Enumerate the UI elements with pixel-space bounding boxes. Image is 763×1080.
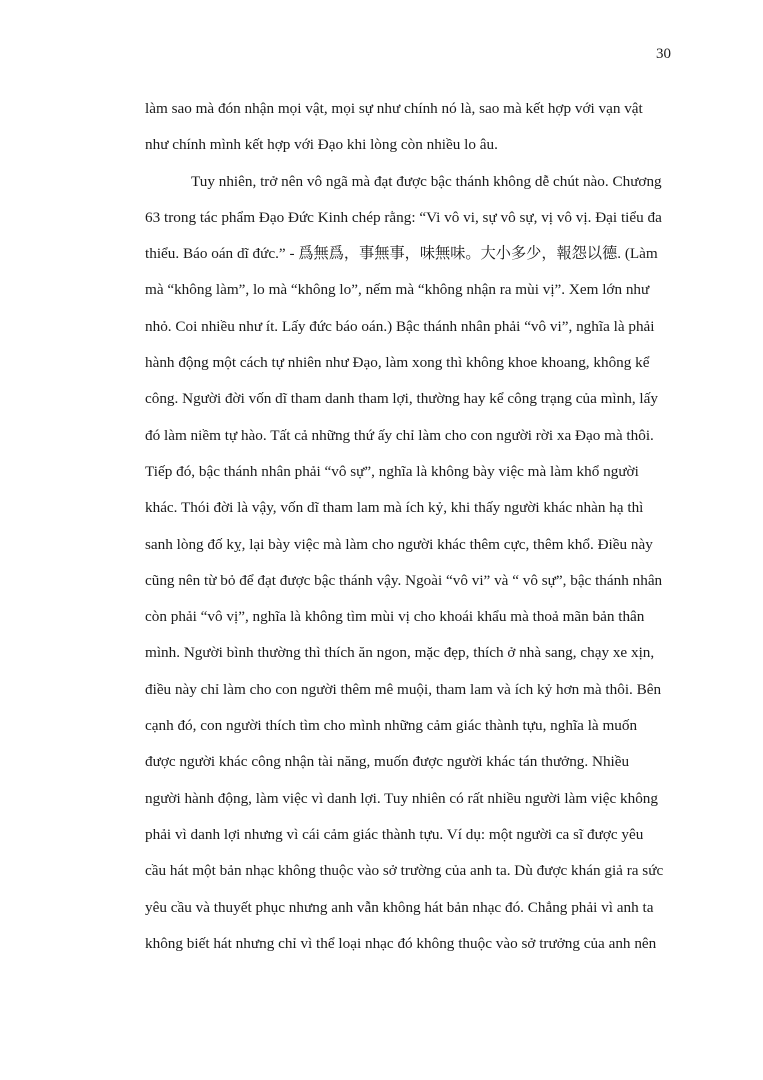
text-line: mình. Người bình thường thì thích ăn ngon, mặc đẹp, thích ở nhà sang, chạy xe xịn,: [145, 644, 655, 662]
text-line: 63 trong tác phẩm Đạo Đức Kinh chép rằng: “Vi vô vi, sự vô sự, vị vô vị. Đại tiểu đa: [145, 208, 662, 226]
text-line: đó làm niềm tự hào. Tất cả những thứ ấy chỉ làm cho con người rời xa Đạo mà thôi.: [145, 426, 654, 444]
page-number: 30: [656, 46, 671, 62]
text-line: được người khác công nhận tài năng, muốn được người khác tán thưởng. Nhiều: [145, 753, 630, 771]
text-line: làm sao mà đón nhận mọi vật, mọi sự như chính nó là, sao mà kết hợp với vạn vật: [145, 100, 643, 117]
text-line: như chính mình kết hợp với Đạo khi lòng còn nhiều lo âu.: [145, 136, 498, 154]
text-line: cầu hát một bản nhạc không thuộc vào sở trường của anh ta. Dù được khán giả ra sức: [145, 862, 664, 880]
text-line: công. Người đời vốn dĩ tham danh tham lợi, thường hay kể công trạng của mình, lấy: [145, 390, 658, 408]
text-line: Tiếp đó, bậc thánh nhân phải “vô sự”, nghĩa là không bày việc mà làm khổ người: [145, 462, 639, 480]
text-line: khác. Thói đời là vậy, vốn dĩ tham lam mà ích kỷ, khi thấy người khác nhàn hạ thì: [145, 499, 644, 517]
text-line: còn phải “vô vị”, nghĩa là không tìm mùi vị cho khoái khẩu mà thoả mãn bản thân: [145, 608, 645, 626]
body-text: [145, 96, 675, 967]
text-line: không biết hát nhưng chỉ vì thể loại nhạc đó không thuộc vào sở trưởng của anh nên: [145, 934, 657, 952]
text-line: hành động một cách tự nhiên như Đạo, làm xong thì không khoe khoang, không kể: [145, 354, 650, 372]
paragraph-start-line: Tuy nhiên, trở nên vô ngã mà đạt được bậc thánh không dễ chút nào. Chương: [191, 172, 662, 190]
text-line: yêu cầu và thuyết phục nhưng anh vẫn không hát bản nhạc đó. Chẳng phải vì anh ta: [145, 898, 654, 916]
text-line: cũng nên từ bỏ để đạt được bậc thánh vậy. Ngoài “vô vi” và “ vô sự”, bậc thánh nhân: [145, 571, 663, 589]
text-line: người hành động, làm việc vì danh lợi. Tuy nhiên có rất nhiều người làm việc không: [145, 789, 658, 807]
text-line: điều này chỉ làm cho con người thêm mê muội, tham lam và ích kỷ hơn mà thôi. Bên: [145, 680, 662, 698]
text-line: cạnh đó, con người thích tìm cho mình những cảm giác thành tựu, nghĩa là muốn: [145, 717, 638, 735]
text-line: phải vì danh lợi nhưng vì cái cảm giác thành tựu. Ví dụ: một người ca sĩ được yêu: [145, 825, 644, 843]
text-line: nhỏ. Coi nhiều như ít. Lấy đức báo oán.) Bậc thánh nhân phải “vô vi”, nghĩa là phải: [145, 317, 655, 335]
text-line: sanh lòng đố kỵ, lại bày việc mà làm cho người khác thêm cực, thêm khổ. Điều này: [145, 535, 653, 553]
text-line: mà “không làm”, lo mà “không lo”, nếm mà “không nhận ra mùi vị”. Xem lớn như: [145, 281, 650, 299]
text-line-with-chinese-quote: thiểu. Báo oán dĩ đức.” - 爲無爲，事無事，味無味。大小多少，報怨以德. (Làm: [145, 245, 658, 263]
